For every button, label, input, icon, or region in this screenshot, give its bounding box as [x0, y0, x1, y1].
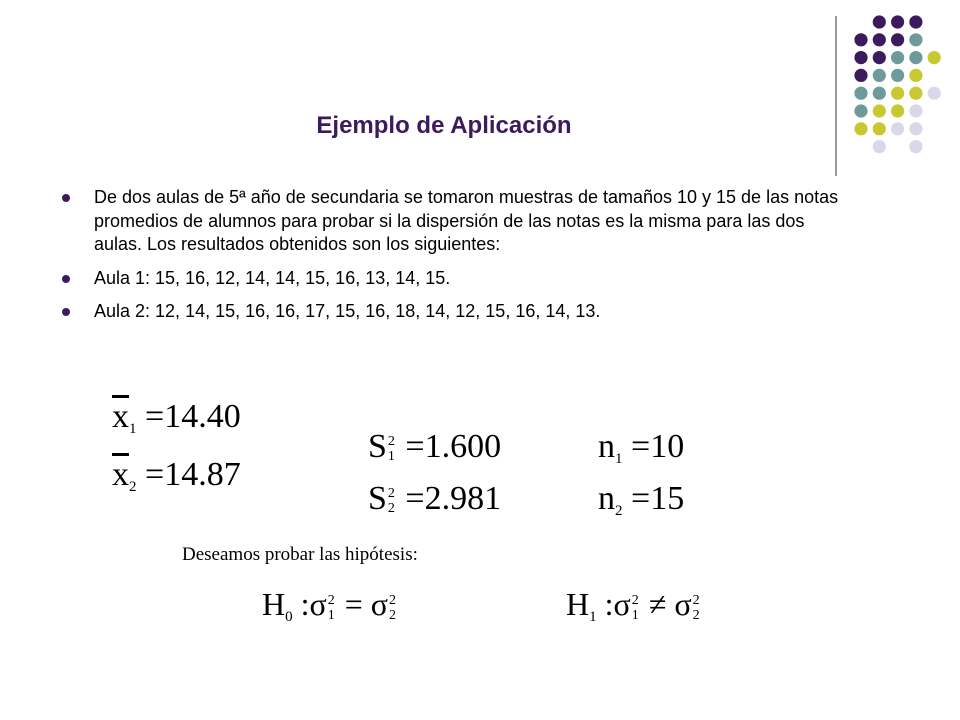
- mean-2-formula: $\overline{x}2 =14.87$: [112, 456, 241, 495]
- decorative-dot: [873, 15, 886, 28]
- bullet-icon: [62, 194, 70, 202]
- decorative-dot: [891, 33, 904, 46]
- decorative-dot: [873, 51, 886, 64]
- decorative-dot: [928, 87, 941, 100]
- decorative-dots: [0, 0, 960, 180]
- decorative-dot: [909, 87, 922, 100]
- decorative-dot: [891, 69, 904, 82]
- decorative-dot: [891, 122, 904, 135]
- decorative-dot: [873, 140, 886, 153]
- decorative-dot: [909, 140, 922, 153]
- bullet-item: Aula 2: 12, 14, 15, 16, 16, 17, 15, 16, 18, 14, 12, 15, 16, 14, 13.: [62, 300, 852, 324]
- decorative-dot: [891, 87, 904, 100]
- decorative-dot: [854, 51, 867, 64]
- decorative-dot: [891, 104, 904, 117]
- n-1-formula: n1 =10: [598, 428, 685, 467]
- mean-1-formula: $\overline{x}1 =14.40$: [112, 398, 241, 437]
- decorative-dot: [873, 33, 886, 46]
- decorative-dot: [873, 69, 886, 82]
- null-hypothesis: H0 :σ 2 1 = σ 2 2: [262, 586, 397, 625]
- decorative-dot: [909, 15, 922, 28]
- decorative-dot: [909, 69, 922, 82]
- decorative-dot: [854, 33, 867, 46]
- bullet-list: [62, 186, 852, 334]
- alternative-hypothesis: H1 :σ 2 1 ≠ σ 2 2: [566, 586, 700, 625]
- bullet-icon: [62, 275, 70, 283]
- decorative-dot: [891, 51, 904, 64]
- decorative-dot: [909, 122, 922, 135]
- decorative-dot: [909, 51, 922, 64]
- n-2-formula: n2 =15: [598, 480, 685, 519]
- bullet-icon: [62, 308, 70, 316]
- hypotheses-intro: Deseamos probar las hipótesis:: [182, 544, 418, 565]
- decorative-dot: [891, 15, 904, 28]
- decorative-dot: [909, 104, 922, 117]
- decorative-dot: [873, 87, 886, 100]
- decorative-dot: [854, 87, 867, 100]
- bullet-item: Aula 1: 15, 16, 12, 14, 14, 15, 16, 13, 14, 15.: [62, 267, 852, 291]
- bullet-item: De dos aulas de 5ª año de secundaria se tomaron muestras de tamaños 10 y 15 de las notas promedios de alumnos para probar si la dispersión de las notas es la misma para las dos aulas. Los resultados obtenidos son los siguientes:: [62, 186, 852, 257]
- variance-2-formula: S 2 2 =2.981: [368, 480, 502, 517]
- decorative-dot: [909, 33, 922, 46]
- slide-title: Ejemplo de Aplicación: [316, 112, 572, 139]
- decorative-dot: [928, 51, 941, 64]
- decorative-dot: [854, 69, 867, 82]
- variance-1-formula: S 2 1 =1.600: [368, 428, 502, 465]
